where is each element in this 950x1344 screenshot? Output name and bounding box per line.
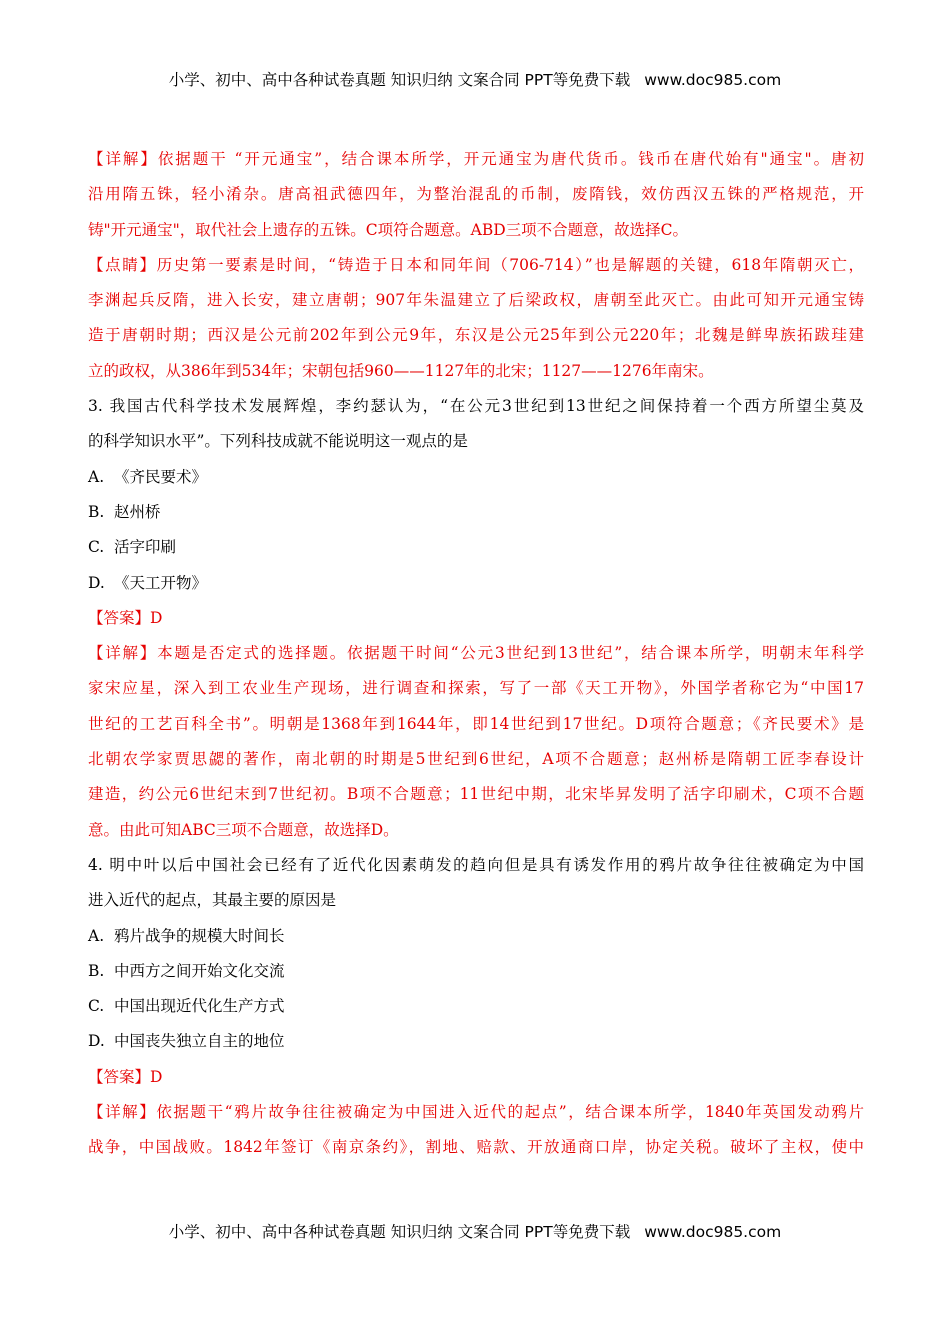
q3-detail-line-1: 【详解】本题是否定式的选择题。依据题干时间“公元3世纪到13世纪”，结合课本所学，明朝末年科学 [88, 644, 864, 663]
q3-detail-line-2: 家宋应星，深入到工农业生产现场，进行调查和探索，写了一部《天工开物》，外国学者称它为“中国17 [88, 679, 864, 698]
q4-stem-line-1: 4. 明中叶以后中国社会已经有了近代化因素萌发的趋向但是具有诱发作用的鸦片故争往往被确定为中国 [88, 855, 864, 874]
q4-option-a: A. 鸦片战争的规模大时间长 [88, 926, 285, 945]
q4-detail-line-2: 战争，中国战败。1842年签订《南京条约》，割地、赔款、开放通商口岸，协定关税。破坏了主权，使中 [88, 1138, 864, 1157]
q4-option-d: D. 中国丧失独立自主的地位 [88, 1032, 285, 1051]
q4-option-c: C. 中国出现近代化生产方式 [88, 997, 285, 1016]
q3-detail-line-4: 北朝农学家贾思勰的著作，南北朝的时期是5世纪到6世纪，A项不合题意；赵州桥是隋朝工匠李春设计 [88, 750, 864, 769]
prev-point-line-1: 【点睛】历史第一要素是时间，“铸造于日本和同年间（706-714）”也是解题的关键，618年隋朝灭亡， [88, 255, 864, 274]
q3-option-d: D. 《天工开物》 [88, 573, 208, 592]
document-body [88, 142, 864, 1166]
q3-answer: 【答案】D [88, 608, 163, 627]
header-url[interactable]: www.doc985.com [644, 71, 782, 89]
prev-point-line-4: 立的政权，从386年到534年；宋朝包括960——1127年的北宋；1127——1276年南宋。 [88, 361, 714, 380]
q3-stem-line-1: 3. 我国古代科学技术发展辉煌，李约瑟认为，“在公元3世纪到13世纪之间保持着一个西方所望尘莫及 [88, 397, 864, 416]
q4-answer: 【答案】D [88, 1067, 163, 1086]
header-text: 小学、初中、高中各种试卷真题 知识归纳 文案合同 PPT等免费下载 [168, 71, 631, 89]
q3-option-b: B. 赵州桥 [88, 502, 161, 521]
prev-detail-line-1: 【详解】依据题干 “开元通宝”，结合课本所学，开元通宝为唐代货币。钱币在唐代始有"通宝"。唐初 [88, 150, 864, 168]
page-header [0, 68, 950, 90]
prev-point-line-2: 李渊起兵反隋，进入长安，建立唐朝；907年朱温建立了后梁政权，唐朝至此灭亡。由此可知开元通宝铸 [88, 291, 864, 310]
q3-detail-line-6: 意。由此可知ABC三项不合题意，故选择D。 [88, 820, 399, 839]
footer-text: 小学、初中、高中各种试卷真题 知识归纳 文案合同 PPT等免费下载 [168, 1223, 631, 1241]
point-tag: 【点睛】 [88, 255, 157, 274]
q4-option-b: B. 中西方之间开始文化交流 [88, 961, 285, 980]
prev-detail-line-3: 铸"开元通宝"，取代社会上遗存的五铢。C项符合题意。ABD三项不合题意，故选择C。 [88, 220, 688, 239]
q3-option-a: A. 《齐民要术》 [88, 467, 208, 486]
q3-stem-line-2: 的科学知识水平”。下列科技成就不能说明这一观点的是 [88, 432, 468, 451]
q3-option-c: C. 活字印刷 [88, 538, 177, 557]
q3-detail-line-5: 建造，约公元6世纪末到7世纪初。B项不合题意；11世纪中期，北宋毕昇发明了活字印刷术，C项不合题 [88, 785, 864, 804]
detail-tag: 【详解】 [88, 150, 158, 168]
prev-point-line-3: 造于唐朝时期；西汉是公元前202年到公元9年，东汉是公元25年到公元220年；北魏是鲜卑族拓跋珪建 [88, 326, 864, 345]
prev-detail-line-2: 沿用隋五铢，轻小淆杂。唐高祖武德四年，为整治混乱的币制，废隋钱，效仿西汉五铢的严格规范，开 [88, 185, 864, 204]
q4-stem-line-2: 进入近代的起点，其最主要的原因是 [88, 891, 337, 910]
q3-detail-line-3: 世纪的工艺百科全书”。明朝是1368年到1644年，即14世纪到17世纪。D项符合题意；《齐民要术》是 [88, 714, 864, 733]
footer-url[interactable]: www.doc985.com [644, 1223, 782, 1241]
q4-detail-line-1: 【详解】依据题干“鸦片故争往往被确定为中国进入近代的起点”，结合课本所学，1840年英国发动鸦片 [88, 1103, 864, 1122]
page-footer [0, 1220, 950, 1242]
